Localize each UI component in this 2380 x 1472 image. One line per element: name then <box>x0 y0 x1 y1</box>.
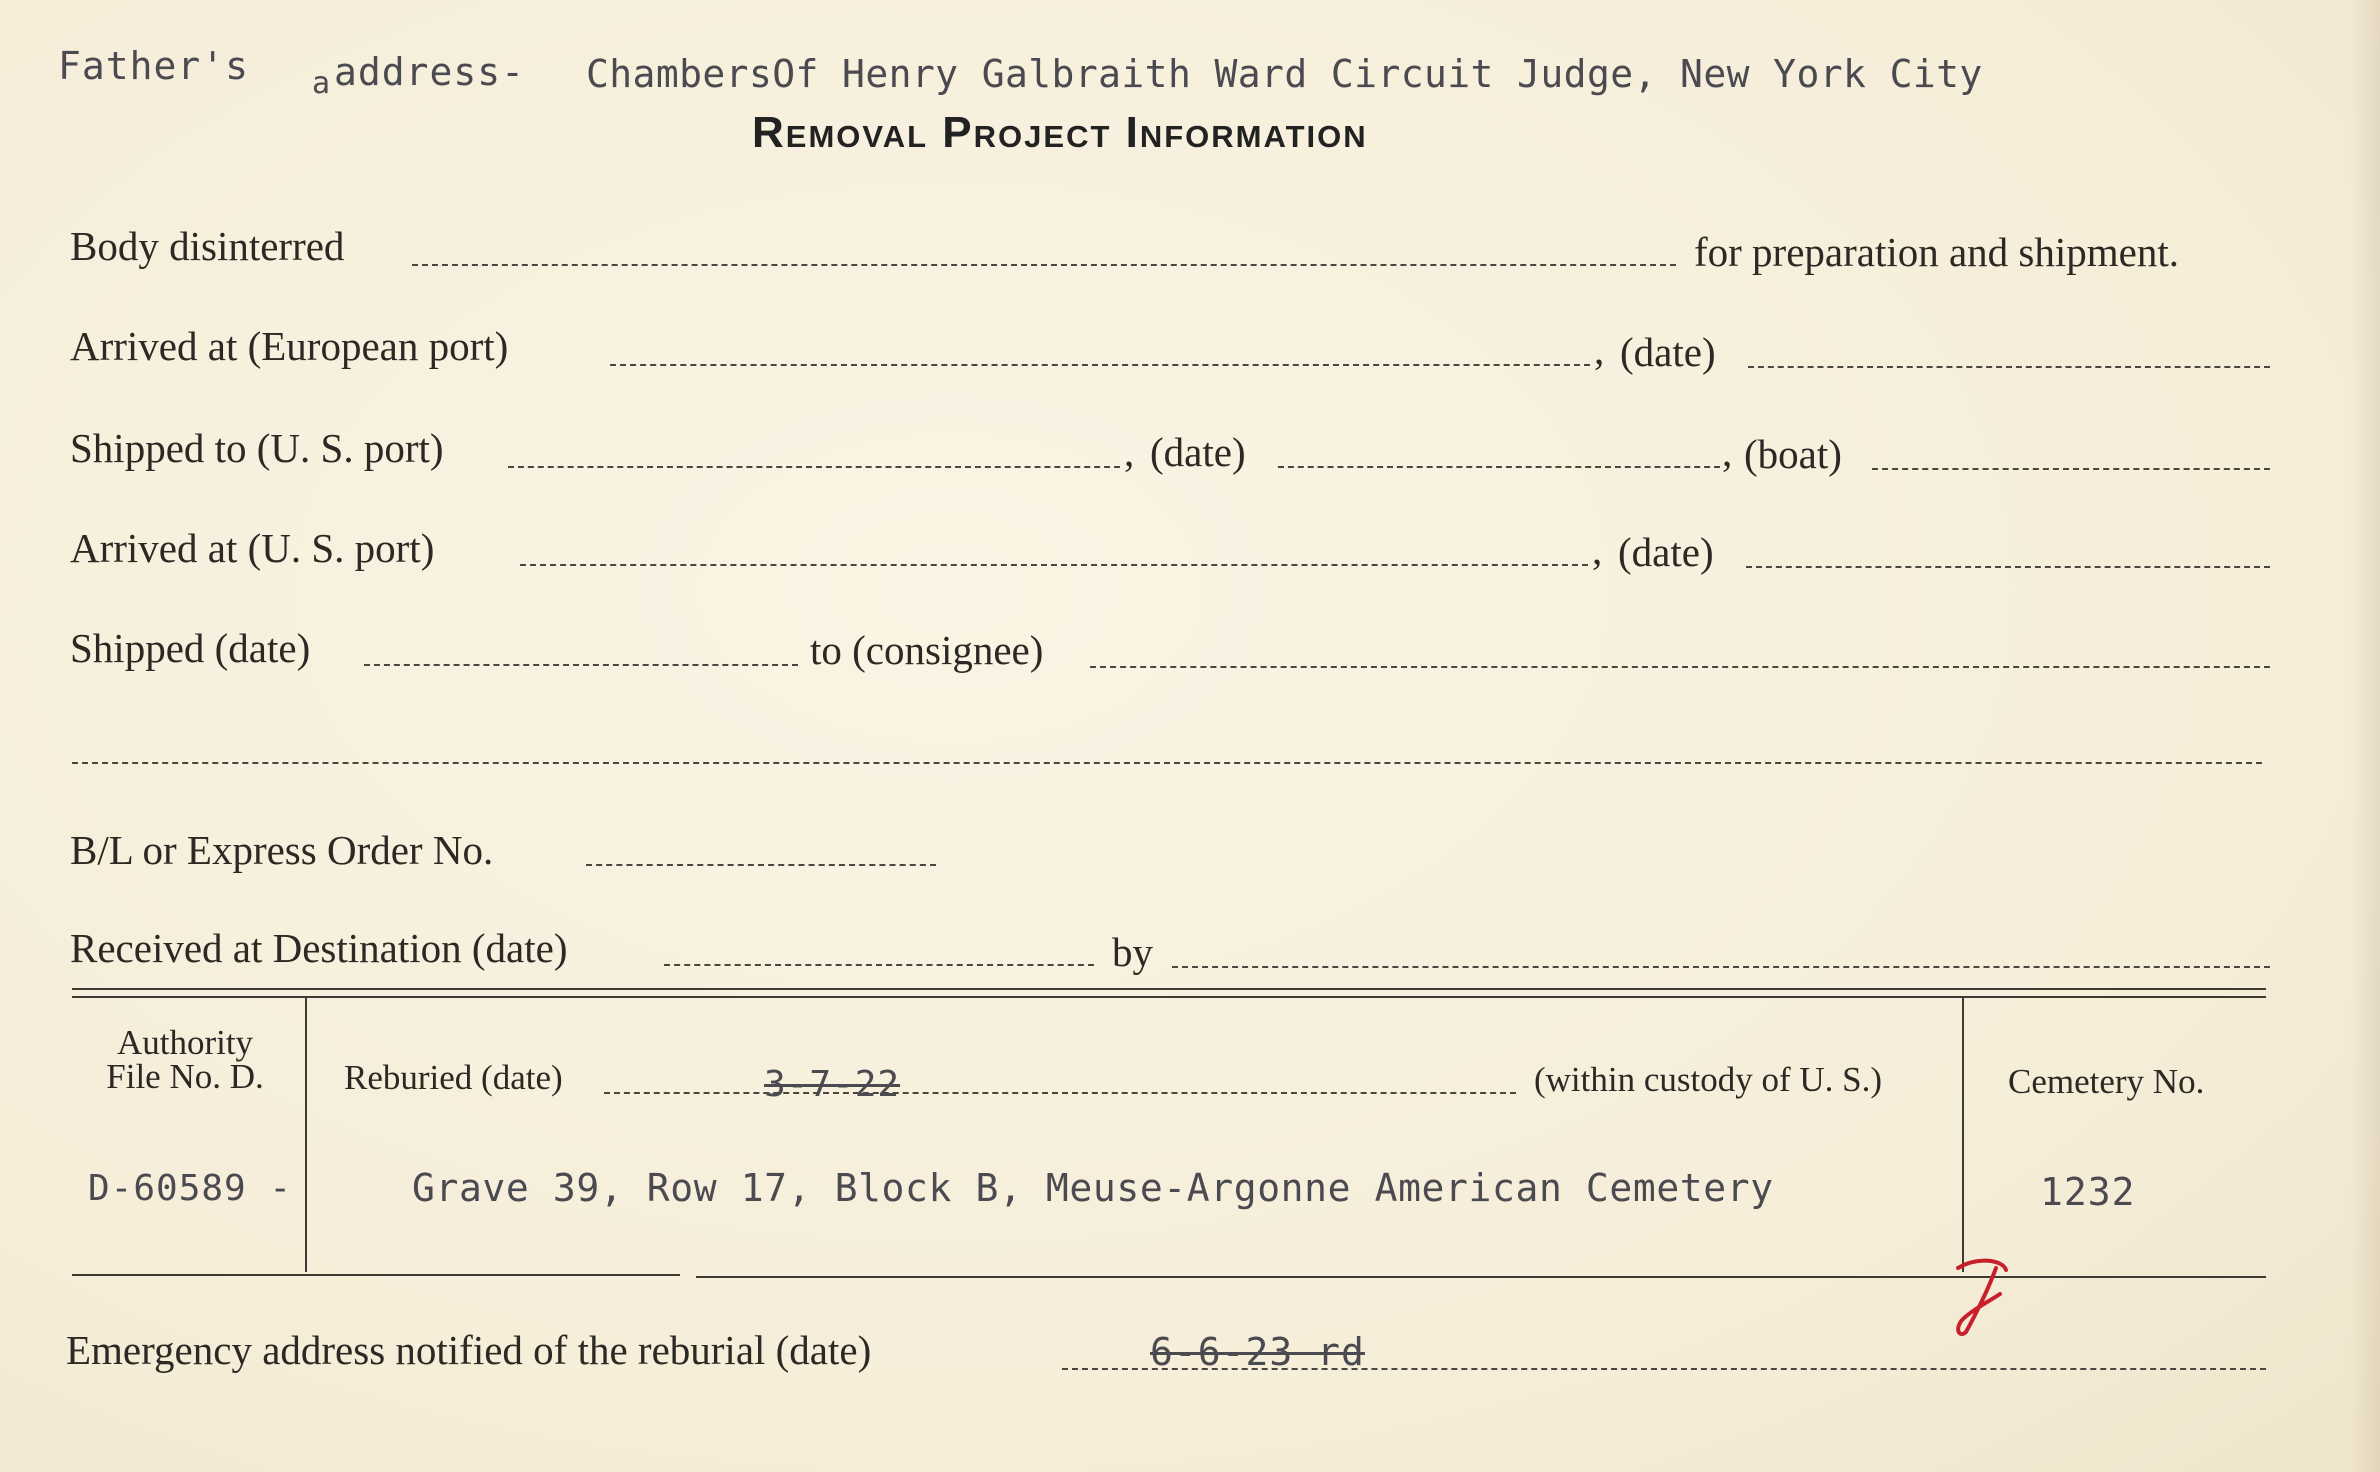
received-destination-line <box>664 964 1094 966</box>
comma: , <box>1592 527 1603 573</box>
received-destination-label: Received at Destination (date) <box>70 925 568 971</box>
cemetery-value: 1232 <box>2040 1170 2136 1214</box>
bl-order-line <box>586 864 936 866</box>
arrived-european-date-line <box>1748 366 2270 368</box>
arrived-us-line <box>520 564 1588 566</box>
shipped-to-us-date-label: (date) <box>1150 429 1246 475</box>
reburied-line <box>604 1092 1516 1094</box>
father-label: Father's <box>58 44 250 88</box>
consignee-line <box>1090 666 2270 668</box>
boat-label: (boat) <box>1744 431 1842 477</box>
shipped-date-line <box>364 664 798 666</box>
arrived-european-line <box>610 364 1590 366</box>
emergency-value: 6-6-23 rd <box>1150 1330 1365 1374</box>
boat-line <box>1872 468 2270 470</box>
red-pencil-mark-icon <box>1948 1250 2018 1340</box>
to-consignee-label: to (consignee) <box>810 627 1044 673</box>
by-label: by <box>1112 929 1153 975</box>
arrived-european-label: Arrived at (European port) <box>70 323 509 369</box>
cemetery-header: Cemetery No. <box>2008 1062 2205 1101</box>
address-value: ChambersOf Henry Galbraith Ward Circuit Judge, New York City <box>586 52 1983 96</box>
reburied-label: Reburied (date) <box>344 1058 563 1097</box>
table-divider-right <box>1962 998 1964 1272</box>
arrived-us-label: Arrived at (U. S. port) <box>70 525 435 571</box>
reburied-value: 3-7-22 <box>764 1064 901 1105</box>
comma: , <box>1594 327 1605 373</box>
table-top-rule-2 <box>72 996 2266 998</box>
card-edge-shadow <box>2350 0 2380 1472</box>
table-bottom-rule-left <box>72 1274 680 1276</box>
shipped-date-label: Shipped (date) <box>70 625 311 671</box>
bl-order-label: B/L or Express Order No. <box>70 827 494 873</box>
address-prefix: a <box>312 66 332 101</box>
grave-location: Grave 39, Row 17, Block B, Meuse-Argonne American Cemetery <box>412 1166 1774 1210</box>
for-preparation-label: for preparation and shipment. <box>1694 229 2180 275</box>
shipped-to-us-label: Shipped to (U. S. port) <box>70 425 444 471</box>
comma: , <box>1124 429 1135 475</box>
arrived-us-date-line <box>1746 566 2270 568</box>
authority-header: Authority File No. D. <box>106 1023 264 1096</box>
blank-line <box>72 762 2262 764</box>
arrived-us-date-label: (date) <box>1618 529 1714 575</box>
table-top-rule <box>72 988 2266 990</box>
comma: , <box>1722 429 1733 475</box>
authority-value: D-60589 - <box>88 1168 293 1209</box>
table-divider-left <box>305 998 307 1272</box>
body-disinterred-label: Body disinterred <box>70 223 345 269</box>
body-disinterred-line <box>412 264 1676 266</box>
shipped-to-us-date-line <box>1278 466 1720 468</box>
by-line <box>1172 966 2270 968</box>
arrived-european-date-label: (date) <box>1620 329 1716 375</box>
card-title: Removal Project Information <box>752 108 1368 157</box>
shipped-to-us-line <box>508 466 1120 468</box>
emergency-label: Emergency address notified of the reburial (date) <box>66 1327 872 1373</box>
address-label: address- <box>334 50 526 94</box>
within-custody-label: (within custody of U. S.) <box>1534 1060 1883 1099</box>
table-bottom-rule-right <box>696 1276 2266 1278</box>
